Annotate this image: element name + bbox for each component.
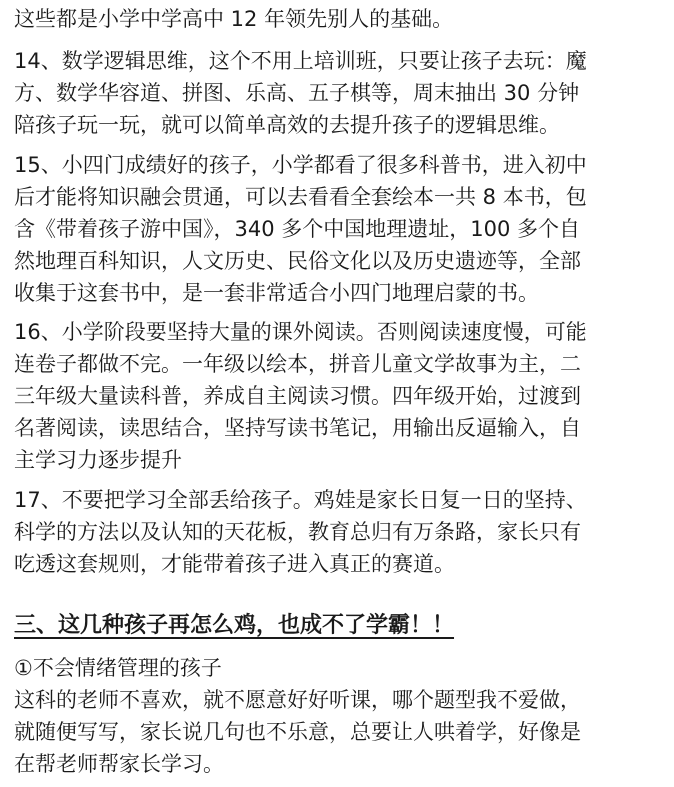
- item-14-paragraph: [14, 45, 587, 141]
- text-line: 后才能将知识融会贯通，可以去看看全套绘本一共 8 本书，包: [14, 185, 587, 209]
- text-line: 这些都是小学中学高中 12 年领先别人的基础。: [14, 7, 454, 31]
- text-line: 陪孩子玩一玩，就可以简单高效的去提升孩子的逻辑思维。: [14, 113, 560, 137]
- text-line: 15、小四门成绩好的孩子，小学都看了很多科普书，进入初中: [14, 153, 587, 177]
- item-16-paragraph: [14, 316, 587, 476]
- item-15-paragraph: [14, 149, 587, 309]
- text-line: 收集于这套书中，是一套非常适合小四门地理启蒙的书。: [14, 281, 539, 305]
- text-line: 就随便写写，家长说几句也不乐意，总要让人哄着学，好像是: [14, 720, 581, 744]
- text-line: 这科的老师不喜欢，就不愿意好好听课，哪个题型我不爱做，: [14, 688, 581, 712]
- text-line: ①不会情绪管理的孩子: [14, 656, 222, 680]
- text-line: 吃透这套规则，才能带着孩子进入真正的赛道。: [14, 552, 455, 576]
- intro-paragraph: [14, 3, 453, 35]
- text-line: 14、数学逻辑思维，这个不用上培训班，只要让孩子去玩：魔: [14, 49, 587, 73]
- text-line: 16、小学阶段要坚持大量的课外阅读。否则阅读速度慢，可能: [14, 320, 587, 344]
- text-line: 含《带着孩子游中国》，340 多个中国地理遗址，100 多个自: [14, 217, 581, 241]
- text-line: 连卷子都做不完。一年级以绘本，拼音儿童文学故事为主，二: [14, 352, 581, 376]
- sub-1-paragraph: [14, 652, 581, 780]
- text-line: 名著阅读，读思结合，坚持写读书笔记，用输出反逼输入，自: [14, 416, 581, 440]
- text-line: 在帮老师帮家长学习。: [14, 752, 224, 776]
- text-line: 科学的方法以及认知的天花板，教育总归有万条路，家长只有: [14, 520, 581, 544]
- section-3-heading: 三、这几种孩子再怎么鸡，也成不了学霸！！: [14, 613, 455, 638]
- text-line: 方、数学华容道、拼图、乐高、五子棋等，周末抽出 30 分钟: [14, 81, 580, 105]
- text-line: 然地理百科知识，人文历史、民俗文化以及历史遗迹等，全部: [14, 249, 581, 273]
- text-line: 17、不要把学习全部丢给孩子。鸡娃是家长日复一日的坚持、: [14, 488, 587, 512]
- item-17-paragraph: [14, 484, 587, 580]
- text-line: 主学习力逐步提升: [14, 448, 182, 472]
- text-line: 三年级大量读科普，养成自主阅读习惯。四年级开始，过渡到: [14, 384, 581, 408]
